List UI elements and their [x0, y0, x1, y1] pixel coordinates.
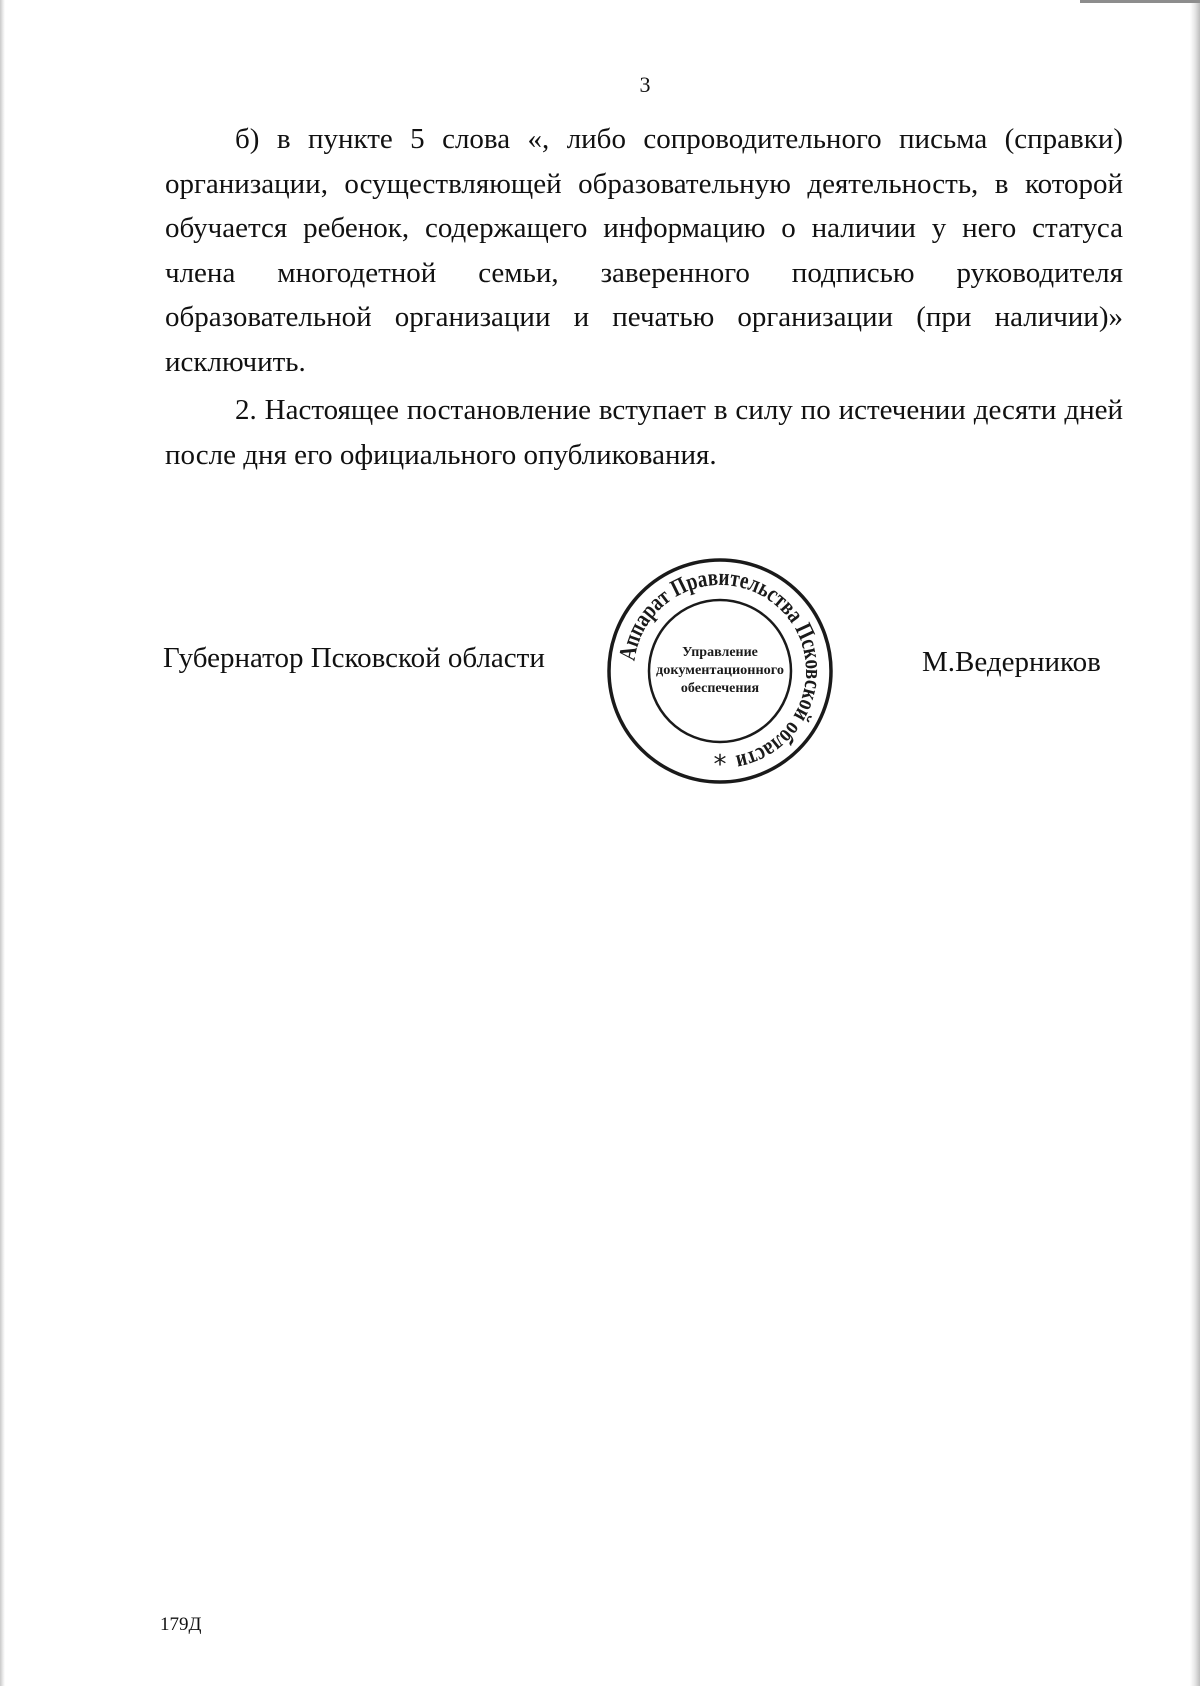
paragraph-1 [165, 117, 1123, 384]
document-body [165, 117, 1123, 477]
document-code: 179Д [160, 1614, 202, 1635]
stamp-center-line-2: документационного [656, 663, 784, 678]
signer-position: Губернатор Псковской области [163, 642, 545, 674]
scan-edge-top [1080, 0, 1200, 3]
paragraph-2 [165, 388, 1123, 477]
stamp-center-line-1: Управление [682, 645, 758, 660]
official-stamp [605, 556, 835, 786]
stamp-center-line-3: обеспечения [680, 681, 760, 696]
stamp-ring-text: Аппарат Правительства Псковской области [614, 564, 827, 777]
signature-block [0, 540, 1200, 800]
signer-name: М.Ведерников [922, 646, 1101, 678]
scan-edge-left [0, 0, 5, 1686]
scan-edge-right [1190, 0, 1200, 1686]
paragraph-2-text: 2. Настоящее постановление вступает в силу по истечении десяти дней после дня его официального опубликования. [165, 394, 1123, 471]
paragraph-1-text: б) в пункте 5 слова «, либо сопроводительного письма (справки) организации, осуществляющей образовательную деятельность, в которой обучается ребенок, содержащего информацию о наличии у него статуса члена многодетной семьи, заверенного подписью руководителя образовательной организации и печатью организации (при наличии)» исключить. [165, 123, 1123, 378]
page-number: 3 [639, 72, 651, 97]
stamp-star-icon: * [713, 750, 727, 780]
